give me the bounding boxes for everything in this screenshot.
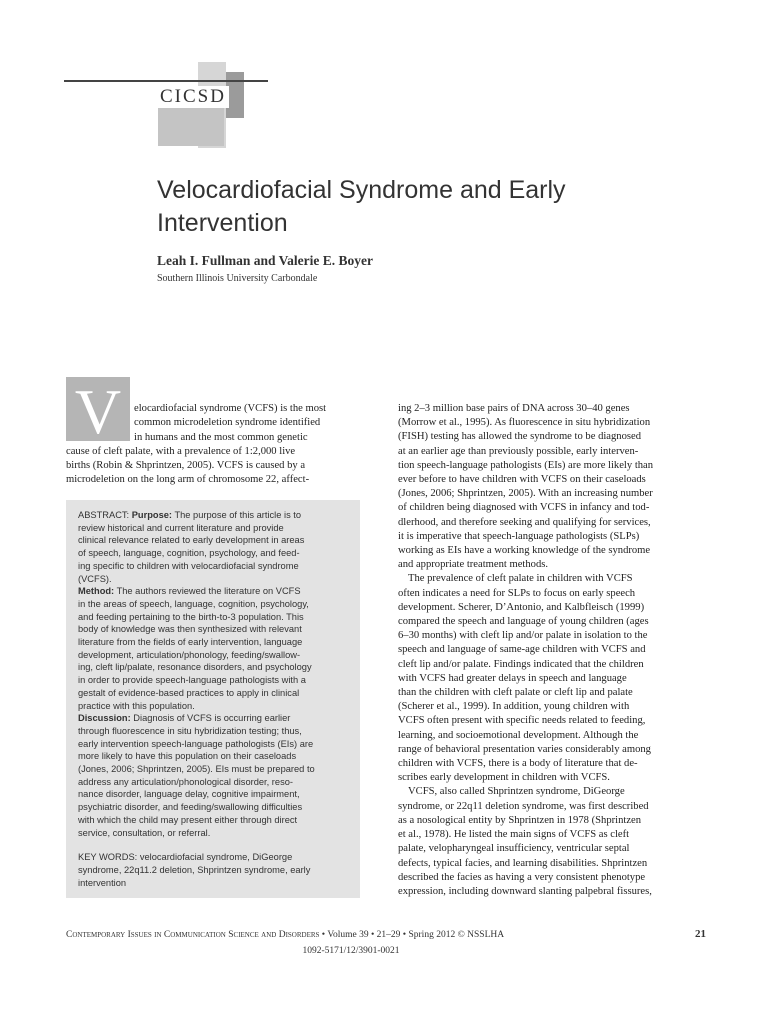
- text-line: in humans and the most common genetic: [134, 431, 308, 443]
- journal-citation: [66, 930, 504, 940]
- text-line: defects, typical facies, and learning disabilities. Shprintzen: [398, 857, 648, 869]
- issue-details: • Volume 39 • 21–29 • Spring 2012 © NSSLHA: [319, 930, 505, 940]
- logo-block-mid: [158, 106, 224, 146]
- abstract-line: address any articulation/phonological disorder, reso-: [78, 776, 293, 787]
- abstract-line: review historical and current literature and provide: [78, 522, 284, 533]
- text-line: ever before to have children with VCFS on their caseloads: [398, 474, 646, 486]
- journal-logo: [0, 0, 768, 160]
- abstract-line: ing, cleft lip/palate, resonance disorders, and psychology: [78, 662, 312, 673]
- abstract-line: service, consultation, or referral.: [78, 827, 211, 838]
- text-line: often indicates a need for SLPs to focus on early speech: [398, 587, 636, 599]
- text-line: elocardiofacial syndrome (VCFS) is the most: [134, 403, 327, 414]
- abstract-line: and feeding pertaining to the birth-to-3 population. This: [78, 611, 304, 622]
- article-title: Velocardiofacial Syndrome and Early Intervention: [157, 176, 566, 237]
- text-line: of children being diagnosed with VCFS in infancy and tod-: [398, 502, 650, 514]
- article-authors: Leah I. Fullman and Valerie E. Boyer: [157, 253, 374, 268]
- abstract-line: in the areas of speech, language, cognition, psychology,: [78, 598, 309, 609]
- text-line: range of behavioral presentation varies considerably among: [398, 743, 651, 755]
- text-line: ing 2–3 million base pairs of DNA across 30–40 genes: [398, 403, 630, 414]
- text-line: development. Scherer, D’Antonio, and Kalbfleisch (1999): [398, 601, 645, 613]
- keywords-line: KEY WORDS: velocardiofacial syndrome, DiGeorge: [78, 852, 293, 863]
- drop-cap: V: [66, 377, 130, 441]
- author-affiliation: Southern Illinois University Carbondale: [157, 273, 318, 284]
- right-column-text: [398, 402, 702, 899]
- text-line: at an earlier age than previously possible, early interven-: [398, 445, 639, 457]
- abstract-line: early intervention speech-language pathologists (EIs) are: [78, 738, 314, 749]
- abstract-line: [78, 585, 350, 598]
- text-line: cause of cleft palate, with a prevalence of 1:2,000 live: [66, 445, 296, 457]
- abstract-line: development, articulation/phonology, feeding/swallow-: [78, 649, 301, 660]
- text-line: VCFS often present with specific needs related to feeding,: [398, 715, 646, 727]
- abstract-line: in order to provide speech-language pathologists with a: [78, 675, 306, 686]
- text-line: tion speech-language pathologists (EIs) are more likely than: [398, 459, 654, 471]
- abstract-line: ABSTRACT: Purpose: The purpose of this article is to: [78, 510, 302, 520]
- abstract-line: with which the child may present either through direct: [78, 814, 298, 825]
- keywords-line: syndrome, 22q11.2 deletion, Shprintzen syndrome, early: [78, 864, 311, 875]
- abstract-line: more likely to have this population on their caseloads: [78, 751, 297, 762]
- abstract-line: nance disorder, language delay, cognitive impairment,: [78, 789, 300, 800]
- abstract-line: through fluorescence in situ hybridization testing; thus,: [78, 725, 302, 736]
- text-line: microdeletion on the long arm of chromosome 22, affect-: [66, 474, 310, 486]
- abstract-line: [78, 712, 350, 725]
- text-line: it is imperative that speech-language pathologists (SLPs): [398, 530, 640, 542]
- text-line: as a nosological entity by Shprintzen in 1978 (Shprintzen: [398, 814, 642, 826]
- text-line: children with VCFS, there is a body of literature that de-: [398, 758, 638, 770]
- abstract-line: practice with this population.: [78, 700, 195, 711]
- text-line: scribes early development in children with VCFS.: [398, 772, 610, 784]
- abstract-line: gestalt of evidence-based practices to apply in clinical: [78, 687, 300, 698]
- text-line: et al., 1978). He listed the main signs of VCFS as cleft: [398, 829, 630, 841]
- text-line: with VCFS had greater delays in speech and language: [398, 672, 627, 684]
- text-line: (Jones, 2006; Shprintzen, 2005). With an increasing number: [398, 488, 653, 500]
- text-line: and appropriate treatment methods.: [398, 559, 549, 571]
- text-line: palate, velopharyngeal insufficiency, ventricular septal: [398, 843, 630, 855]
- text-line: syndrome, or 22q11 deletion syndrome, was first described: [398, 800, 649, 812]
- text-line: cleft lip and/or palate. Findings indicated that the children: [398, 658, 644, 670]
- text-line: (Scherer et al., 1999). In addition, young children with: [398, 701, 630, 713]
- page-number: 21: [695, 928, 706, 940]
- text-line: (Morrow et al., 1995). As fluorescence in situ hybridization: [398, 417, 651, 429]
- abstract-line: body of knowledge was then synthesized with relevant: [78, 624, 302, 635]
- text-line: VCFS, also called Shprintzen syndrome, DiGeorge: [408, 786, 625, 798]
- text-line: than the children with cleft palate or cleft lip and palate: [398, 687, 633, 699]
- discussion-label: Discussion:: [78, 713, 131, 724]
- text-line: compared the speech and language of young children (ages: [398, 616, 649, 628]
- keywords-line: intervention: [78, 877, 127, 888]
- text-line: expression, including downward slanting palpebral fissures,: [398, 885, 652, 897]
- text-line: learning, and socioemotional development. Although the: [398, 729, 639, 741]
- abstract-text: Diagnosis of VCFS is occurring earlier: [133, 713, 291, 724]
- text-line: 6–30 months) with cleft lip and/or palate in isolation to the: [398, 630, 648, 642]
- text-line: births (Robin & Shprintzen, 2005). VCFS is caused by a: [66, 460, 306, 472]
- abstract-line: (VCFS).: [78, 573, 112, 584]
- text-line: speech and language of same-age children with VCFS and: [398, 644, 646, 656]
- logo-text: CICSD: [158, 86, 229, 108]
- text-line: described the facies as having a very consistent phenotype: [398, 871, 646, 883]
- abstract-line: of speech, language, cognition, psychology, and feed-: [78, 548, 300, 559]
- logo-rule: [64, 80, 268, 82]
- abstract-line: psychiatric disorder, and feeding/swallowing difficulties: [78, 802, 303, 813]
- purpose-label: Purpose:: [131, 510, 173, 520]
- journal-name: Contemporary Issues in Communication Science and Disorders: [66, 930, 320, 940]
- abstract-line: (Jones, 2006; Shprintzen, 2005). EIs must be prepared to: [78, 764, 315, 775]
- method-label: Method:: [78, 586, 115, 597]
- text-line: dlerhood, and therefore seeking and qualifying for services,: [398, 516, 651, 528]
- text-line: The prevalence of cleft palate in children with VCFS: [408, 573, 633, 585]
- abstract-line: ing specific to children with velocardiofacial syndrome: [78, 560, 299, 571]
- text-line: working as EIs have a working knowledge of the syndrome: [398, 545, 651, 557]
- abstract-box: [66, 500, 360, 898]
- abstract-line: literature from the fields of early intervention, language: [78, 637, 303, 648]
- doi-code: 1092-5171/12/3901-0021: [302, 946, 400, 956]
- text-line: (FISH) testing has allowed the syndrome to be diagnosed: [398, 431, 642, 443]
- abstract-text: The purpose of this article is to: [174, 510, 302, 520]
- abstract-text: The authors reviewed the literature on VCFS: [116, 586, 301, 597]
- text-line: common microdeletion syndrome identified: [134, 417, 321, 429]
- abstract-line: clinical relevance related to early development in areas: [78, 535, 305, 546]
- intro-paragraph: [66, 402, 360, 488]
